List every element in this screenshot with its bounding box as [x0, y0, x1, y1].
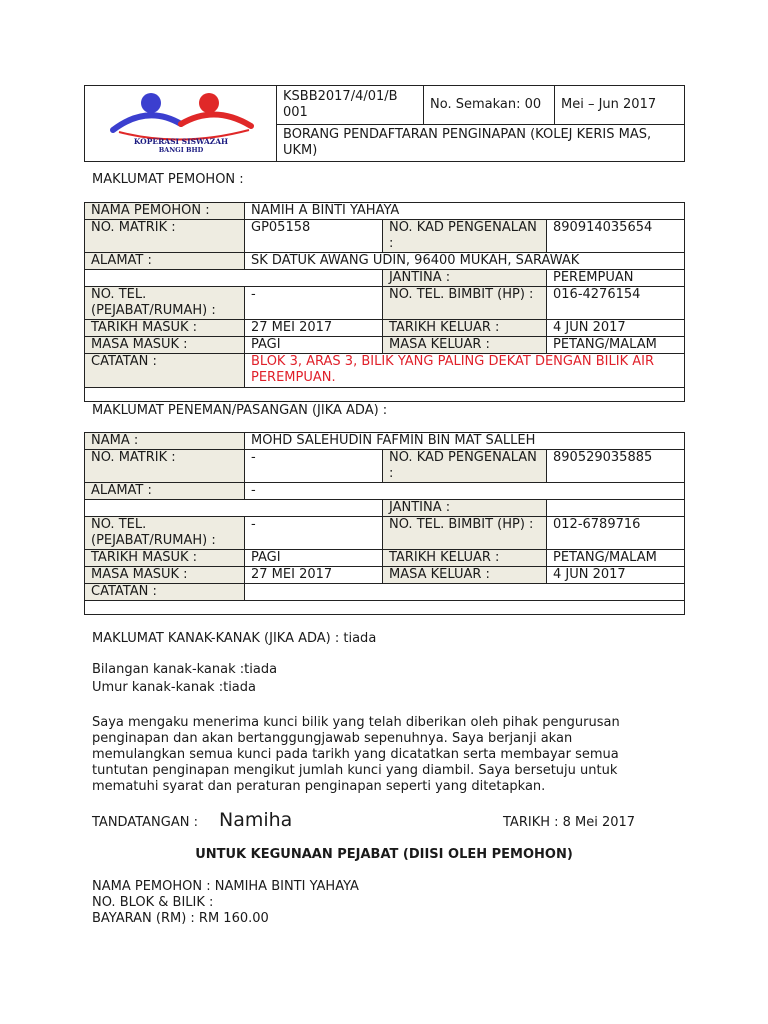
applicant-matric-label: NO. MATRIK : — [85, 220, 245, 253]
children-count-line: Bilangan kanak-kanak :tiada — [92, 662, 278, 677]
applicant-gender: PEREMPUAN — [547, 270, 685, 287]
declaration-line: tuntutan penginapan mengikut jumlah kunci yang diambil. Saya bersetuju untuk — [92, 763, 618, 778]
applicant-time-in: PAGI — [245, 337, 383, 354]
signature-label: TANDATANGAN : — [92, 815, 198, 830]
companion-time-in: 27 MEI 2017 — [245, 567, 383, 584]
children-age-line: Umur kanak-kanak :tiada — [92, 680, 256, 695]
applicant-name-label: NAMA PEMOHON : — [85, 203, 245, 220]
companion-ic: 890529035885 — [547, 450, 685, 483]
applicant-time-in-label: MASA MASUK : — [85, 337, 245, 354]
companion-tel: - — [245, 517, 383, 550]
declaration-line: memulangkan semua kunci pada tarikh yang dicatatkan serta membayar semua — [92, 747, 619, 762]
companion-time-out-label: MASA KELUAR : — [383, 567, 547, 584]
companion-mobile: 012-6789716 — [547, 517, 685, 550]
applicant-section-title: MAKLUMAT PEMOHON : — [92, 172, 244, 187]
applicant-ic: 890914035654 — [547, 220, 685, 253]
companion-matric-label: NO. MATRIK : — [85, 450, 245, 483]
companion-checkout-label: TARIKH KELUAR : — [383, 550, 547, 567]
companion-name: MOHD SALEHUDIN FAFMIN BIN MAT SALLEH — [245, 433, 685, 450]
declaration-line: Saya mengaku menerima kunci bilik yang telah diberikan oleh pihak pengurusan — [92, 715, 620, 730]
office-payment-line: BAYARAN (RM) : RM 160.00 — [92, 911, 269, 926]
companion-name-label: NAMA : — [85, 433, 245, 450]
companion-notes-label: CATATAN : — [85, 584, 245, 601]
koperasi-logo — [85, 86, 277, 156]
form-period: Mei – Jun 2017 — [555, 86, 685, 125]
applicant-checkin-label: TARIKH MASUK : — [85, 320, 245, 337]
applicant-time-out: PETANG/MALAM — [547, 337, 685, 354]
office-heading: UNTUK KEGUNAAN PEJABAT (DIISI OLEH PEMOHON) — [195, 847, 573, 862]
signature-value: Namiha — [219, 809, 293, 831]
declaration-line: penginapan dan akan bertanggungjawab sepenuhnya. Saya berjanji akan — [92, 731, 573, 746]
applicant-address-label: ALAMAT : — [85, 253, 245, 270]
companion-tel-label: NO. TEL. (PEJABAT/RUMAH) : — [85, 517, 245, 550]
companion-table — [84, 432, 685, 615]
companion-matric: - — [245, 450, 383, 483]
applicant-address: SK DATUK AWANG UDIN, 96400 MUKAH, SARAWAK — [245, 253, 685, 270]
applicant-mobile: 016-4276154 — [547, 287, 685, 320]
applicant-tel-label: NO. TEL. (PEJABAT/RUMAH) : — [85, 287, 245, 320]
companion-ic-label: NO. KAD PENGENALAN : — [383, 450, 547, 483]
applicant-ic-label: NO. KAD PENGENALAN : — [383, 220, 547, 253]
logo-text-line2: BANGI BHD — [158, 146, 204, 154]
companion-time-out: 4 JUN 2017 — [547, 567, 685, 584]
revision-number: No. Semakan: 00 — [424, 86, 555, 125]
declaration-line: mematuhi syarat dan peraturan penginapan seperti yang ditetapkan. — [92, 779, 546, 794]
companion-time-in-label: MASA MASUK : — [85, 567, 245, 584]
companion-section-title: MAKLUMAT PENEMAN/PASANGAN (JIKA ADA) : — [92, 403, 388, 418]
companion-gender — [547, 500, 685, 517]
applicant-notes: BLOK 3, ARAS 3, BILIK YANG PALING DEKAT DENGAN BILIK AIR PEREMPUAN. — [245, 354, 685, 388]
form-title: BORANG PENDAFTARAN PENGINAPAN (KOLEJ KERIS MAS, UKM) — [277, 125, 685, 162]
companion-address-label: ALAMAT : — [85, 483, 245, 500]
logo-cell — [85, 86, 277, 162]
children-section-line: MAKLUMAT KANAK-KANAK (JIKA ADA) : tiada — [92, 631, 377, 646]
applicant-checkout: 4 JUN 2017 — [547, 320, 685, 337]
applicant-mobile-label: NO. TEL. BIMBIT (HP) : — [383, 287, 547, 320]
companion-checkin-label: TARIKH MASUK : — [85, 550, 245, 567]
applicant-tel: - — [245, 287, 383, 320]
applicant-checkout-label: TARIKH KELUAR : — [383, 320, 547, 337]
companion-mobile-label: NO. TEL. BIMBIT (HP) : — [383, 517, 547, 550]
logo-text-line1: KOPERASI SISWAZAH — [133, 137, 229, 146]
companion-checkin: PAGI — [245, 550, 383, 567]
applicant-name: NAMIH A BINTI YAHAYA — [245, 203, 685, 220]
applicant-time-out-label: MASA KELUAR : — [383, 337, 547, 354]
office-room-line: NO. BLOK & BILIK : — [92, 895, 214, 910]
office-name-line: NAMA PEMOHON : NAMIHA BINTI YAHAYA — [92, 879, 359, 894]
companion-gender-label: JANTINA : — [383, 500, 547, 517]
header-table — [84, 85, 685, 162]
applicant-matric: GP05158 — [245, 220, 383, 253]
applicant-table — [84, 202, 685, 402]
applicant-gender-label: JANTINA : — [383, 270, 547, 287]
companion-notes — [245, 584, 685, 601]
signature-date: TARIKH : 8 Mei 2017 — [503, 815, 636, 830]
doc-code: KSBB2017/4/01/B 001 — [277, 86, 424, 125]
companion-address: - — [245, 483, 685, 500]
applicant-notes-label: CATATAN : — [85, 354, 245, 388]
declaration-text — [92, 715, 620, 795]
applicant-checkin: 27 MEI 2017 — [245, 320, 383, 337]
companion-checkout: PETANG/MALAM — [547, 550, 685, 567]
